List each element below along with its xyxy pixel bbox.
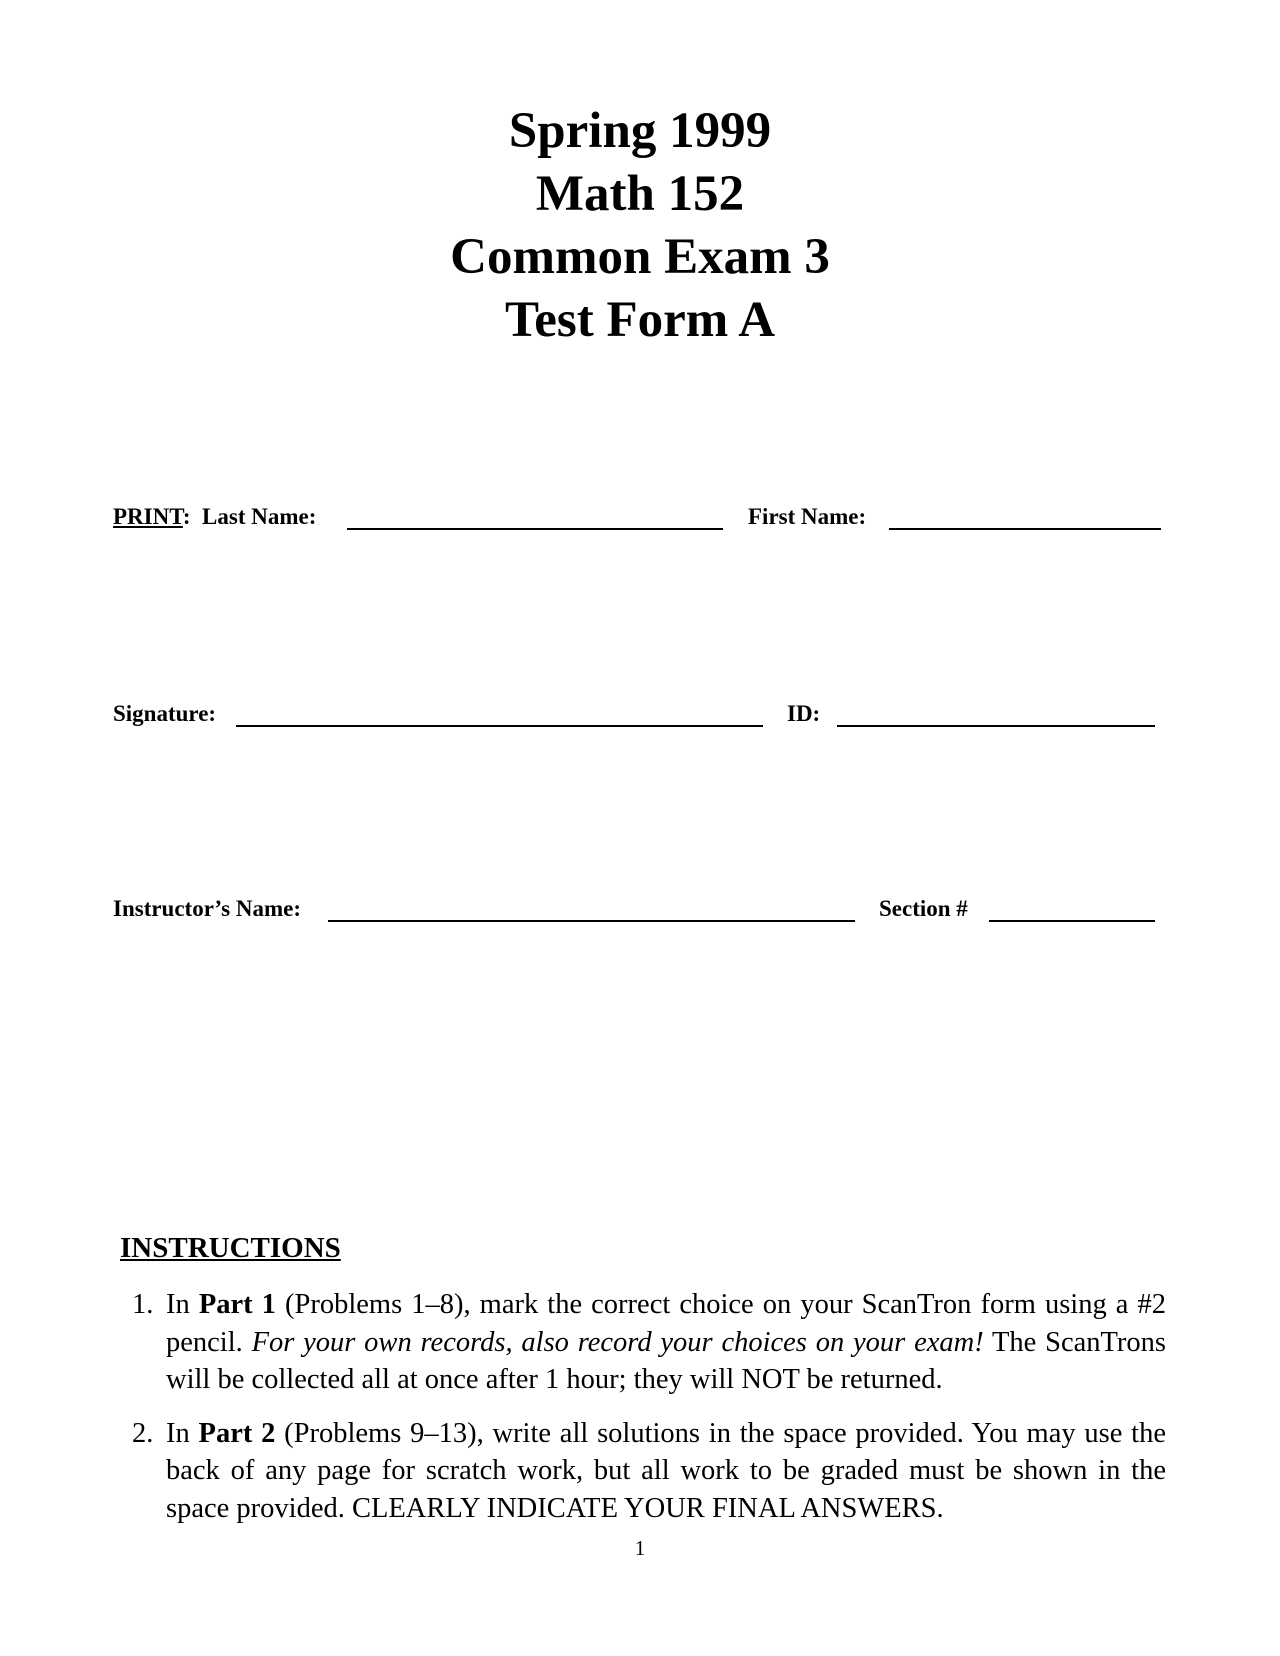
exam-title xyxy=(0,100,1280,352)
instruction-part-label: Part 1 xyxy=(198,1289,276,1320)
section-blank[interactable] xyxy=(989,920,1155,922)
last-name-text: Last Name: xyxy=(202,504,317,529)
print-label: PRINT xyxy=(113,504,183,529)
instruction-number: 2. xyxy=(132,1417,154,1449)
title-form: Test Form A xyxy=(504,292,776,348)
title-exam: Common Exam 3 xyxy=(450,229,830,285)
page-number: 1 xyxy=(634,1536,646,1560)
instructor-row xyxy=(113,896,1167,926)
section-label: Section # xyxy=(879,896,968,921)
instruction-item-2 xyxy=(120,1415,1166,1528)
name-row xyxy=(113,504,1167,534)
id-label: ID: xyxy=(787,701,821,726)
print-colon: : xyxy=(182,504,191,529)
instructions-list xyxy=(120,1286,1166,1543)
instructor-blank[interactable] xyxy=(328,920,855,922)
first-name-label: First Name: xyxy=(748,504,867,529)
title-term: Spring 1999 xyxy=(508,103,772,159)
instruction-text: The ScanTrons will be collected all at once after 1 hour; they will NOT be returned. xyxy=(166,1326,1166,1395)
instruction-item-1 xyxy=(120,1286,1166,1399)
instruction-text: (Problems 9–13), write all solutions in the space provided. You may use the back of any page for scratch work, but all work to be graded must be shown in the space provided. CLEARLY INDICATE YOUR FINAL ANSWERS. xyxy=(166,1417,1166,1524)
instruction-emphasis: For your own records, also record your choices on your exam! xyxy=(251,1326,984,1358)
first-name-blank[interactable] xyxy=(889,528,1161,530)
signature-blank[interactable] xyxy=(236,725,763,727)
instruction-text: In xyxy=(166,1289,199,1320)
instruction-number: 1. xyxy=(132,1289,154,1320)
last-name-blank[interactable] xyxy=(347,528,723,530)
instruction-text: (Problems 1–8), mark the correct choice on your ScanTron form using a #2 pencil. xyxy=(166,1289,1166,1358)
signature-row xyxy=(113,701,1167,731)
signature-label: Signature: xyxy=(113,701,217,726)
instruction-text: In xyxy=(166,1417,199,1449)
id-blank[interactable] xyxy=(837,725,1155,727)
instructions-heading: INSTRUCTIONS xyxy=(120,1232,341,1264)
instructor-label: Instructor’s Name: xyxy=(113,896,301,921)
instruction-part-label: Part 2 xyxy=(198,1417,276,1449)
last-name-label xyxy=(113,504,316,530)
title-course: Math 152 xyxy=(535,166,745,222)
